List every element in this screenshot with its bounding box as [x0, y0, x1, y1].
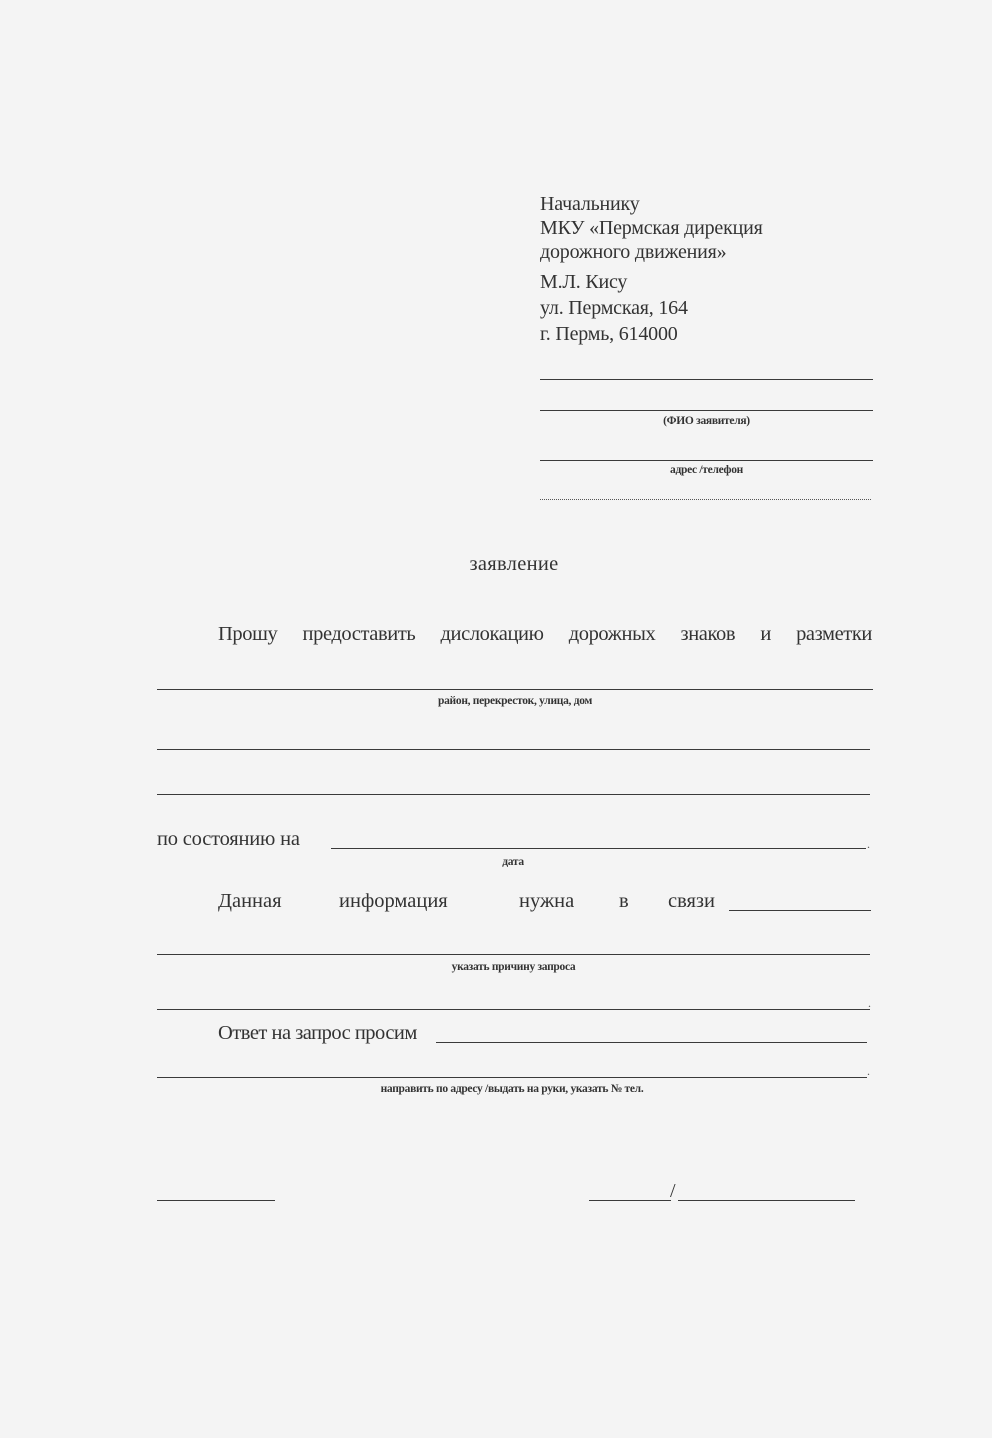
applicant-address-line[interactable] — [540, 460, 873, 461]
addressee-line-6: г. Пермь, 614000 — [540, 323, 678, 345]
location-caption: район, перекресток, улица, дом — [438, 695, 592, 707]
addressee-line-4: М.Л. Кису — [540, 271, 628, 293]
addressee-line-2: МКУ «Пермская дирекция — [540, 217, 763, 239]
reason-word-4: в — [619, 890, 629, 912]
applicant-fio-line[interactable] — [540, 410, 873, 411]
location-extra-line-2[interactable] — [157, 794, 870, 795]
reason-caption: указать причину запроса — [451, 961, 576, 973]
answer-caption: направить по адресу /выдать на руки, указать № тел. — [380, 1083, 644, 1095]
document-title: заявление — [469, 553, 559, 575]
signature-line[interactable] — [589, 1200, 671, 1201]
answer-inline-line[interactable] — [436, 1042, 867, 1043]
answer-prefix: Ответ на запрос просим — [218, 1022, 417, 1044]
date-line-period: . — [867, 837, 870, 851]
signature-separator: / — [670, 1180, 676, 1202]
reason-word-1: Данная — [218, 890, 282, 912]
reason-extra-line[interactable] — [157, 1009, 870, 1010]
answer-line[interactable] — [157, 1077, 867, 1078]
date-prefix: по состоянию на — [157, 828, 300, 850]
request-intro-text: Прошу предоставить дислокацию дорожных знаков и разметки — [218, 623, 872, 645]
reason-line-period: . — [868, 996, 871, 1010]
applicant-dotted-line[interactable] — [540, 499, 871, 500]
signing-date-line[interactable] — [157, 1200, 275, 1201]
signature-name-line[interactable] — [678, 1200, 855, 1201]
reason-word-5: связи — [668, 890, 716, 912]
reason-word-3: нужна — [519, 890, 575, 912]
reason-line[interactable] — [157, 954, 870, 955]
fio-caption: (ФИО заявителя) — [663, 415, 750, 427]
addressee-line-3: дорожного движения» — [540, 241, 727, 263]
answer-line-period: . — [867, 1064, 870, 1078]
addressee-line-5: ул. Пермская, 164 — [540, 297, 688, 319]
reason-word-2: информация — [339, 890, 448, 912]
addressee-line-1: Начальнику — [540, 193, 640, 215]
address-phone-caption: адрес /телефон — [670, 464, 743, 476]
date-caption: дата — [502, 856, 524, 868]
location-extra-line-1[interactable] — [157, 749, 870, 750]
applicant-blank-line-1[interactable] — [540, 379, 873, 380]
date-line[interactable] — [331, 848, 866, 849]
location-line[interactable] — [157, 689, 873, 690]
reason-inline-line[interactable] — [729, 910, 871, 911]
